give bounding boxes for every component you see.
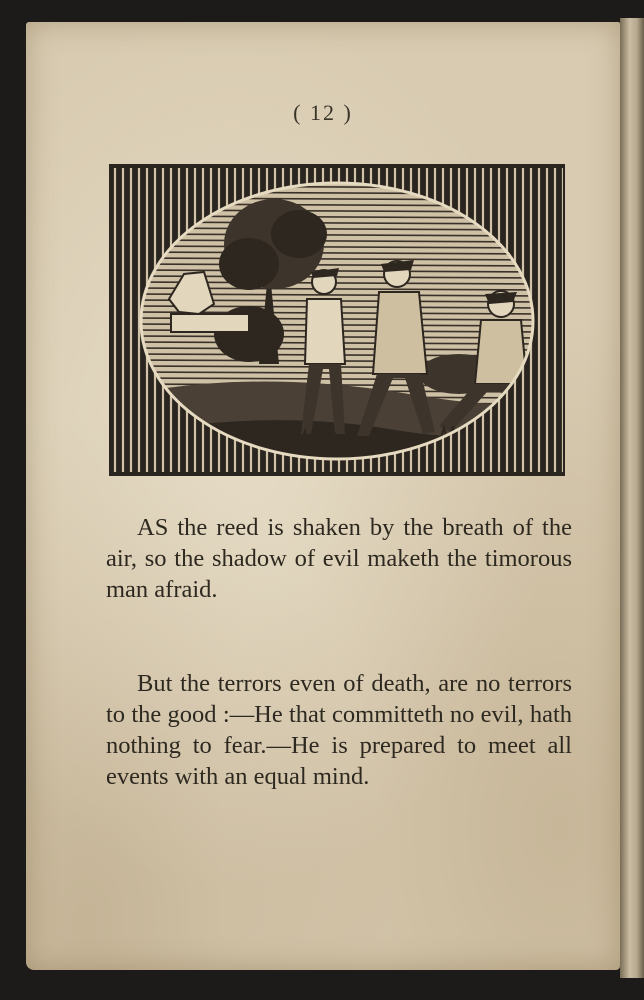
book-page [26, 22, 620, 970]
paragraph-1: AS the reed is shaken by the breath of the air, so the shadow of evil maketh the timorous man afraid. [106, 514, 572, 603]
page-number: ( 12 ) [293, 100, 353, 125]
paragraph-2: But the terrors even of death, are no terrors to the good :—He that committeth no evil, hath nothing to fear.—He is prepared to meet all events with an equal mind. [106, 670, 572, 790]
book-spine-edge [620, 18, 644, 978]
woodcut-illustration [109, 164, 565, 476]
